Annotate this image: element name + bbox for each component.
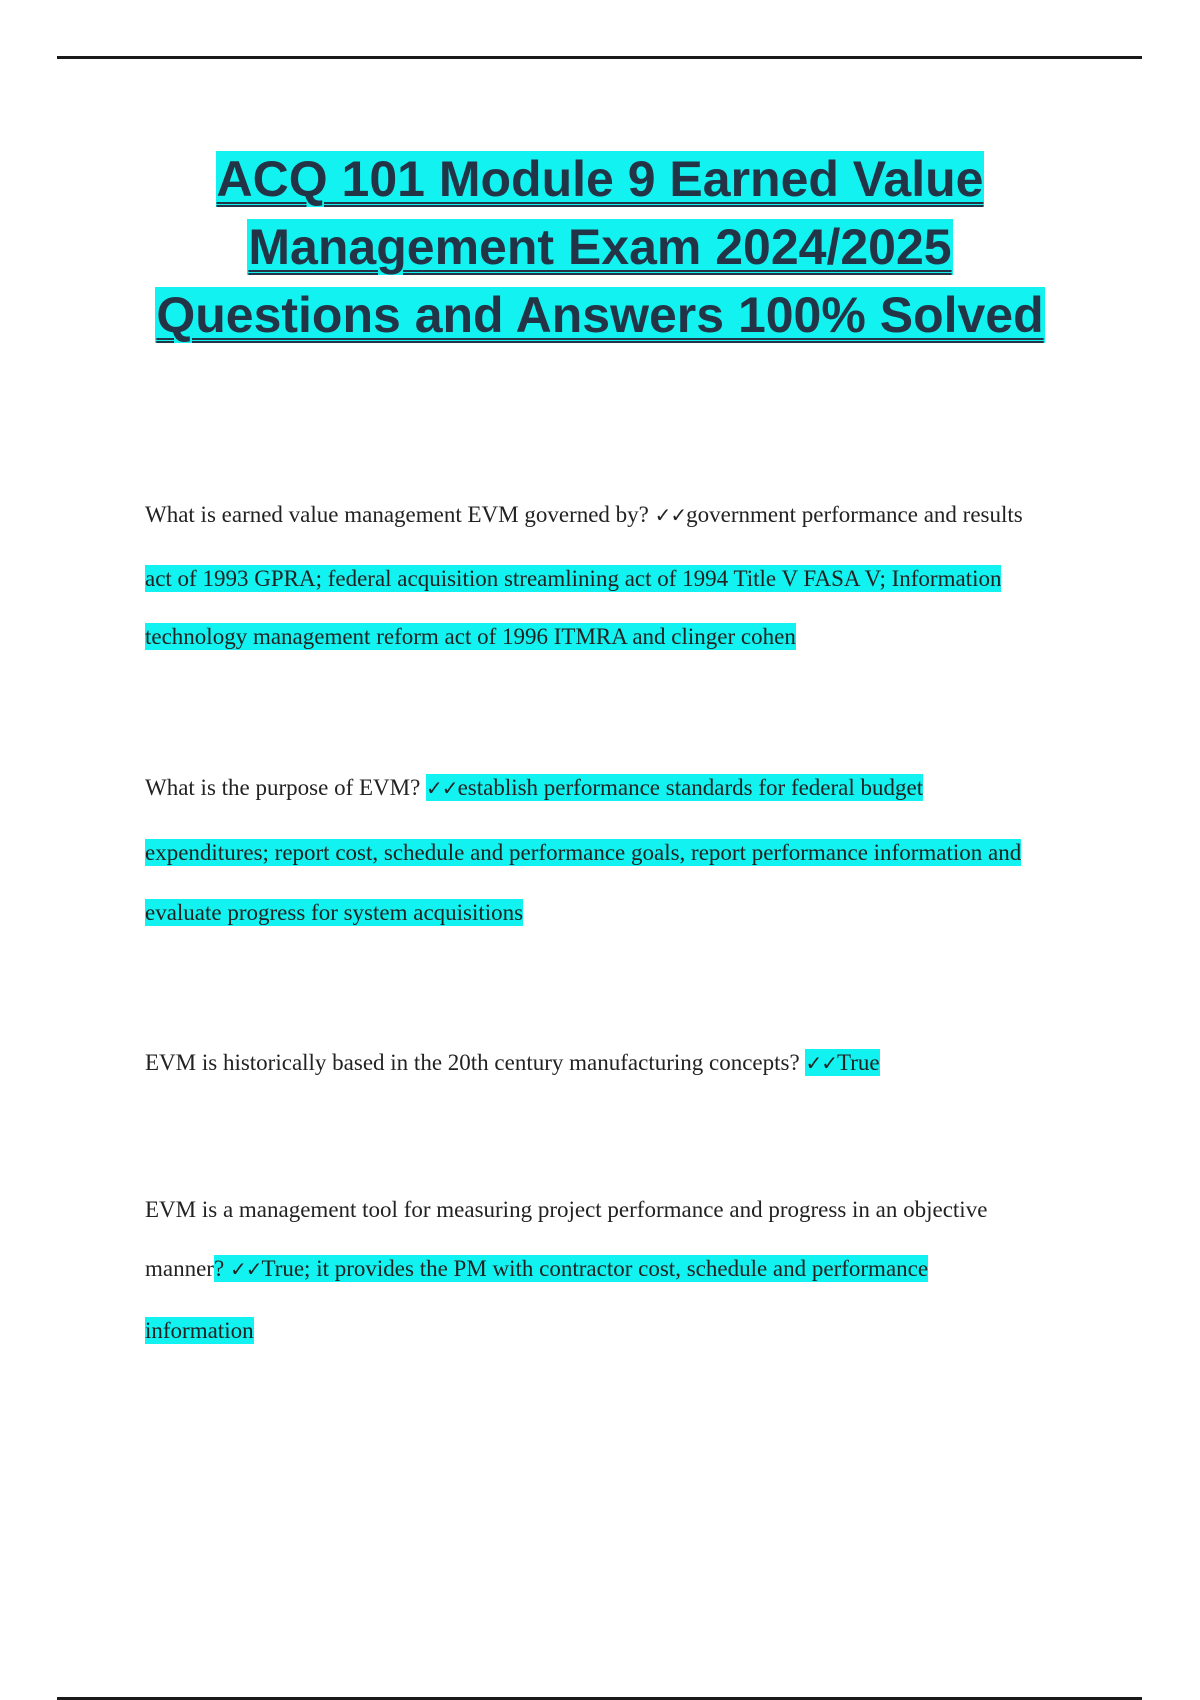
title-line-2: Management Exam 2024/2025 [248, 219, 952, 275]
question-text: EVM is historically based in the 20th century manufacturing concepts? [145, 1050, 806, 1075]
answer-text-highlighted: information [145, 1318, 254, 1343]
answer-text-highlighted: evaluate progress for system acquisitions [145, 900, 524, 925]
answer-text-highlighted: expenditures; report cost, schedule and performance goals, report performance information and [145, 840, 1022, 865]
question-text: What is the purpose of EVM? [145, 775, 427, 800]
answer-text-highlighted: technology management reform act of 1996 ITMRA and clinger cohen [145, 624, 796, 649]
qa-2-line-3 [145, 898, 523, 928]
qa-2-line-2 [145, 838, 1021, 868]
answer-text-highlighted: act of 1993 GPRA; federal acquisition streamlining act of 1994 Title V FASA V; Information [145, 566, 1002, 591]
answer-text-highlighted: True [836, 1050, 880, 1075]
double-check-icon: ✓✓ [229, 1257, 262, 1281]
qa-3-line-1 [145, 1048, 880, 1078]
answer-text-highlighted: establish performance standards for federal budget [457, 775, 924, 800]
question-text: EVM is a management tool for measuring project performance and progress in an objective [145, 1197, 988, 1222]
double-check-icon: ✓✓ [654, 503, 687, 527]
top-rule [57, 56, 1142, 59]
title-line-3: Questions and Answers 100% Solved [156, 287, 1044, 343]
answer-text: government performance and results [686, 502, 1023, 527]
qa-2-line-1 [145, 773, 923, 803]
qa-1-line-1 [145, 500, 1023, 530]
qa-1-line-3 [145, 622, 796, 652]
qa-4-line-2 [145, 1254, 928, 1284]
qa-4-line-1 [145, 1195, 987, 1225]
title-line-1: ACQ 101 Module 9 Earned Value [216, 151, 984, 207]
question-mark: ? [213, 1256, 230, 1281]
double-check-icon: ✓✓ [805, 1051, 837, 1075]
double-check-icon: ✓✓ [426, 776, 458, 800]
qa-4-line-3 [145, 1316, 254, 1346]
answer-text-highlighted: True; it provides the PM with contractor cost, schedule and performance [261, 1256, 929, 1281]
question-text: What is earned value management EVM governed by? [145, 502, 655, 527]
qa-1-line-2 [145, 564, 1001, 594]
document-title [0, 145, 1200, 349]
question-text: manner [145, 1256, 214, 1281]
